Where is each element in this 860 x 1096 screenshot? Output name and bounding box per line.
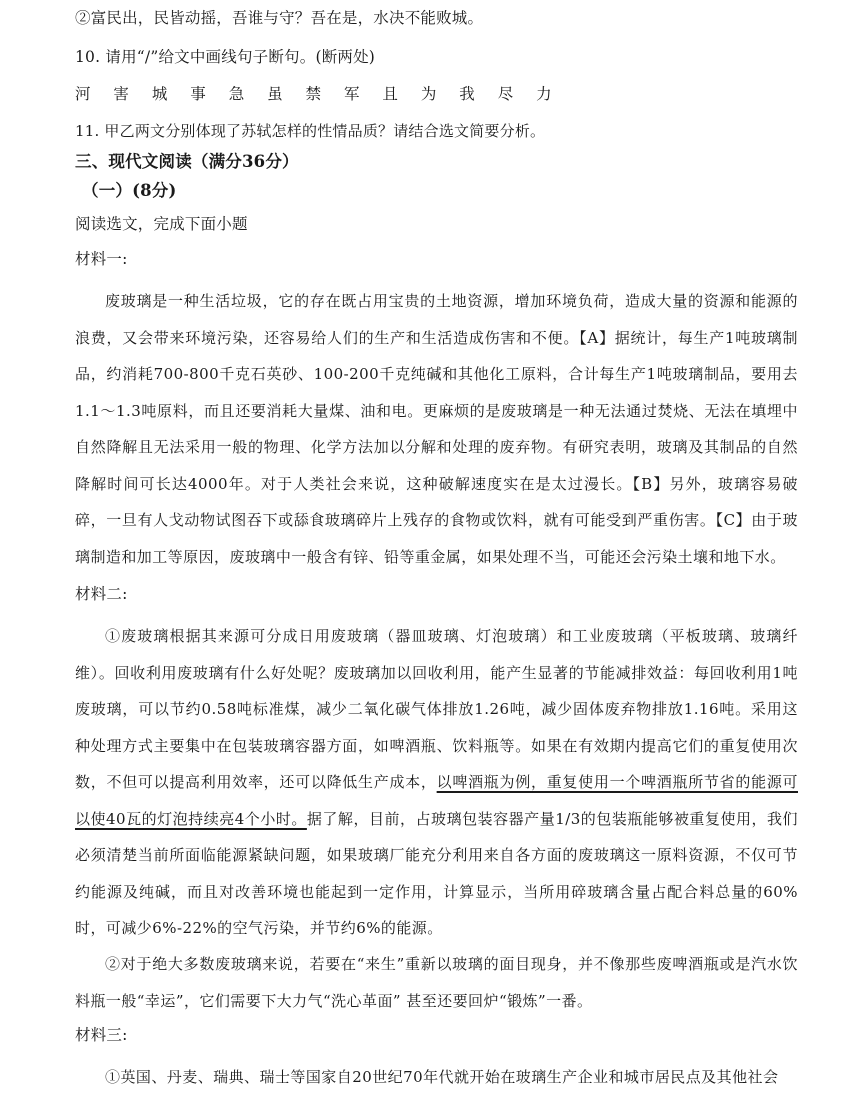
material-3-label: 材料三: [75, 1026, 128, 1044]
section-heading: 三、现代文阅读（满分36分） [75, 152, 299, 171]
question-11: 11. 甲乙两文分别体现了苏轼怎样的性情品质？请结合选文简要分析。 [75, 122, 546, 140]
instruction-text: 阅读选文，完成下面小题 [75, 215, 248, 233]
material-1-paragraph: 废玻璃是一种生活垃圾，它的存在既占用宝贵的土地资源，增加环境负荷，造成大量的资源和能源的浪费，又会带来环境污染，还容易给人们的生产和生活造成伤害和不便。【A】据统计，每生产1吨玻璃制品，约消耗700-800千克石英砂、100-200千克纯碱和其他化工原料，合计每生产1吨玻璃制品，要用去1.1～1.3吨原料，而且还要消耗大量煤、油和电。更麻烦的是废玻璃是一种无法通过焚烧、无法在填埋中自然降解且无法采用一般的物理、化学方法加以分解和处理的废弃物。有研究表明，玻璃及其制品的自然降解时间可长达4000年。对于人类社会来说，这种破解速度实在是太过漫长。【B】另外，玻璃容易破碎，一旦有人戈动物试图吞下或舔食玻璃碎片上残存的食物或饮料，就有可能受到严重伤害。【C】由于玻璃制造和加工等原因，废玻璃中一般含有锌、铅等重金属，如果处理不当，可能还会污染土壤和地下水。 [75, 292, 798, 566]
part-heading: （一）(8分) [82, 181, 177, 200]
material-2-text-after: 据了解，目前，占玻璃包装容器产量1/3的包装瓶能够被重复使用，我们必须清楚当前所面临能源紧缺问题，如果玻璃厂能充分利用来自各方面的废玻璃这一原料资源，不仅可节约能源及纯碱，而且对改善环境也能起到一定作用，计算显示，当所用碎玻璃含量占配合料总量的60%时，可减少6%-22%的空气污染，并节约6%的能源。 [75, 809, 798, 937]
material-2-paragraph-1 [75, 618, 798, 947]
material-3-paragraph: ①英国、丹麦、瑞典、瑞士等国家自20世纪70年代就开始在玻璃生产企业和城市居民点及其他社会 [105, 1068, 779, 1086]
material-1-label: 材料一: [75, 250, 128, 268]
question-10: 10. 请用“/”给文中画线句子断句。(断两处) [75, 48, 376, 66]
material-2-paragraph-2: ②对于绝大多数废玻璃来说，若要在“来生”重新以玻璃的面目现身，并不像那些废啤酒瓶或是汽水饮料瓶一般“幸运”，它们需要下大力气“洗心革面” 甚至还要回炉“锻炼”一番。 [75, 955, 798, 1010]
text-line-passage-end: ②富民出，民皆动摇，吾谁与守？吾在是，水决不能败城。 [75, 9, 484, 27]
material-2-label: 材料二: [75, 585, 128, 603]
underlined-sentence: 以啤酒瓶为例，重复使用一个啤酒瓶所节省的能源可以使40瓦的灯泡持续亮4个小时。 [75, 773, 798, 828]
material-2-text-before: ①废玻璃根据其来源可分成日用废玻璃（器皿玻璃、灯泡玻璃）和工业废玻璃（平板玻璃、玻璃纤维）。回收利用废玻璃有什么好处呢？废玻璃加以回收利用，能产生显著的节能减排效益：每回收利用1吨废玻璃，可以节约0.58吨标准煤，减少二氧化碳气体排放1.26吨，减少固体废弃物排放1.16吨。采用这种处理方式主要集中在包装玻璃容器方面，如啤酒瓶、饮料瓶等。如果在有效期内提高它们的重复使用次数，不但可以提高利用效率，还可以降低生产成本， [75, 627, 798, 791]
question-10-sentence: 河 害 城 事 急 虽 禁 军 且 为 我 尽 力 [75, 85, 561, 103]
